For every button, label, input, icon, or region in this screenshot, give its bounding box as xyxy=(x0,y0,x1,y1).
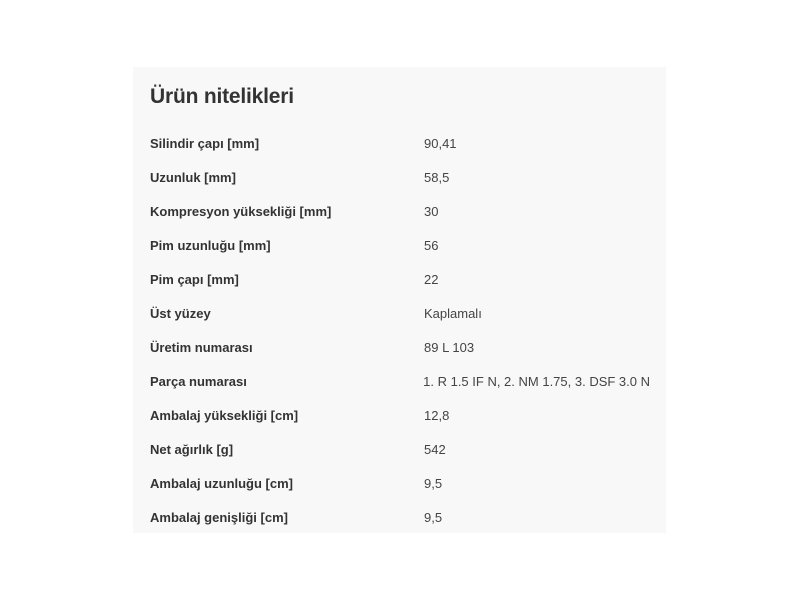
attribute-row xyxy=(150,500,650,534)
attributes-table xyxy=(150,126,650,534)
attribute-value: 30 xyxy=(424,203,439,219)
attribute-value: 89 L 103 xyxy=(424,339,475,355)
attribute-label: Kompresyon yüksekliği [mm] xyxy=(150,203,332,219)
attribute-row xyxy=(150,126,650,160)
attribute-row xyxy=(150,432,650,466)
attribute-row xyxy=(150,228,650,262)
attribute-label: Ambalaj uzunluğu [cm] xyxy=(150,475,293,491)
attribute-label: Silindir çapı [mm] xyxy=(150,135,260,151)
attribute-row xyxy=(150,466,650,500)
attribute-value: Kaplamalı xyxy=(424,305,482,321)
section-title: Ürün nitelikleri xyxy=(150,85,294,108)
attribute-row xyxy=(150,160,650,194)
attribute-value: 56 xyxy=(424,237,439,253)
attribute-label: Ambalaj yüksekliği [cm] xyxy=(150,407,299,423)
attribute-value: 1. R 1.5 IF N, 2. NM 1.75, 3. DSF 3.0 N xyxy=(423,373,650,389)
attribute-label: Pim çapı [mm] xyxy=(150,271,239,287)
attribute-value: 22 xyxy=(424,271,439,287)
attribute-row xyxy=(150,398,650,432)
attribute-label: Üst yüzey xyxy=(150,305,211,321)
attribute-label: Pim uzunluğu [mm] xyxy=(150,237,271,253)
attribute-value: 12,8 xyxy=(424,407,450,423)
attribute-label: Üretim numarası xyxy=(150,339,253,355)
product-attributes-panel xyxy=(133,67,666,533)
attribute-label: Net ağırlık [g] xyxy=(150,441,234,457)
attribute-label: Uzunluk [mm] xyxy=(150,169,236,185)
attribute-label: Parça numarası xyxy=(150,373,247,389)
attribute-row xyxy=(150,262,650,296)
attribute-value: 542 xyxy=(424,441,446,457)
attribute-value: 90,41 xyxy=(424,135,457,151)
attribute-row xyxy=(150,330,650,364)
attribute-value: 58,5 xyxy=(424,169,450,185)
attribute-row xyxy=(150,296,650,330)
attribute-value: 9,5 xyxy=(424,475,443,491)
attribute-row xyxy=(150,364,650,398)
attribute-label: Ambalaj genişliği [cm] xyxy=(150,509,288,525)
attribute-row xyxy=(150,194,650,228)
attribute-value: 9,5 xyxy=(424,509,443,525)
